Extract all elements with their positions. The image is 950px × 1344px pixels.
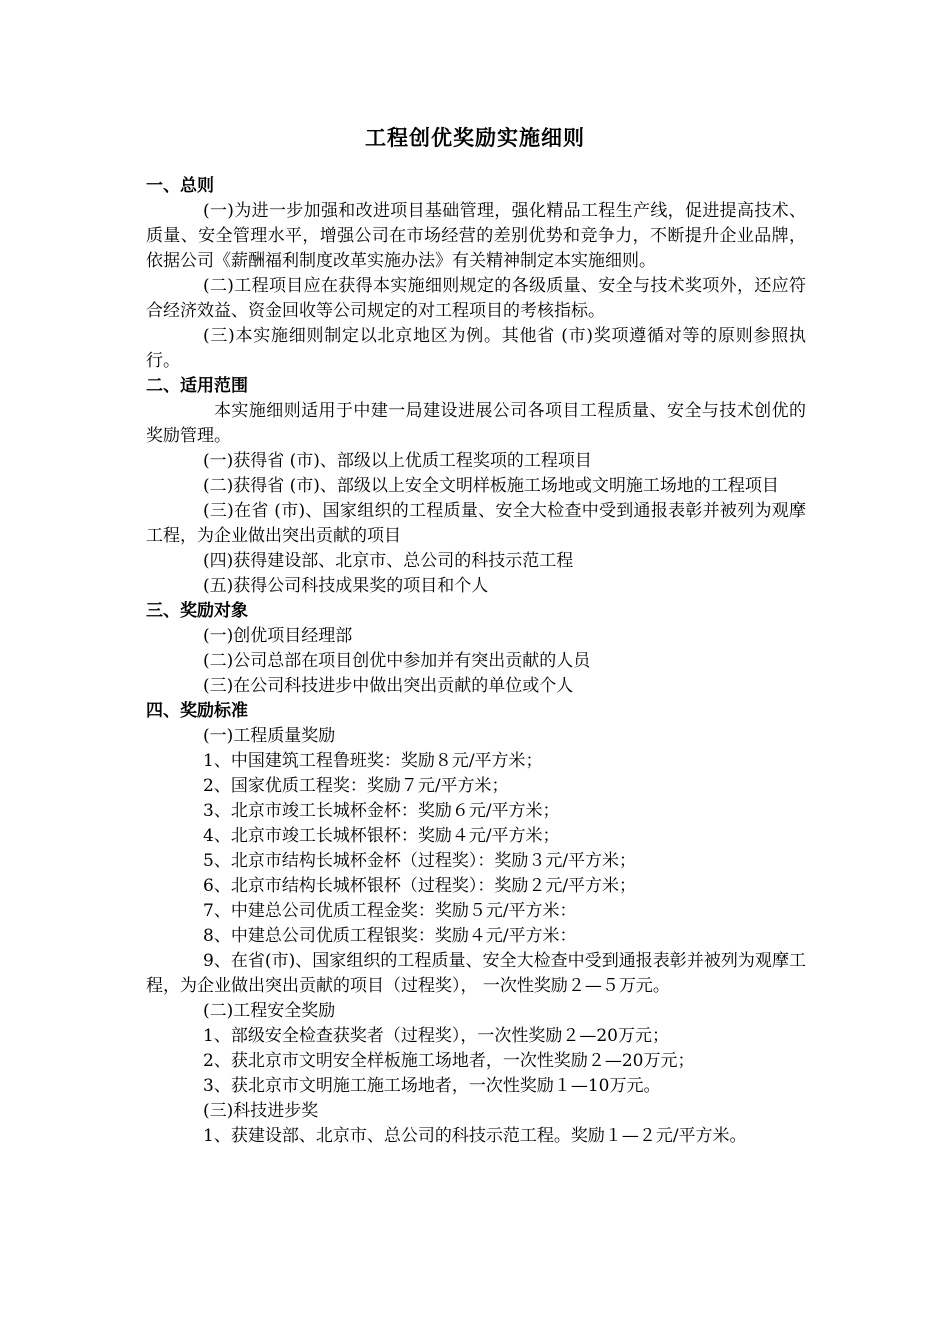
paragraph: (一)为进一步加强和改进项目基础管理，强化精品工程生产线，促进提高技术、质量、安全管理水平，增强公司在市场经营的差别优势和竞争力，不断提升企业品牌，依据公司《薪酬福利制度改革实施办法》有关精神制定本实施细则。	[146, 201, 806, 271]
list-item: 6、北京市结构长城杯银杯（过程奖）：奖励２元/平方米；	[203, 876, 637, 896]
list-item: 2、国家优质工程奖：奖励７元/平方米；	[203, 776, 509, 796]
list-item: 4、北京市竣工长城杯银杯：奖励４元/平方米；	[203, 826, 560, 846]
paragraph: (二)工程项目应在获得本实施细则规定的各级质量、安全与技术奖项外，还应符合经济效益、资金回收等公司规定的对工程项目的考核指标。	[146, 276, 806, 321]
subsection-title-technology: (三)科技进步奖	[203, 1101, 319, 1121]
paragraph: 本实施细则适用于中建一局建设进展公司各项目工程质量、安全与技术创优的奖励管理。	[146, 401, 806, 446]
list-item: 3、获北京市文明施工施工场地者，一次性奖励１—10万元。	[203, 1076, 661, 1096]
document-title: 工程创优奖励实施细则	[365, 126, 585, 150]
list-item: (二)公司总部在项目创优中参加并有突出贡献的人员	[203, 651, 591, 671]
list-item: 9、在省(市)、国家组织的工程质量、安全大检查中受到通报表彰并被列为观摩工程，为企业做出突出贡献的项目（过程奖）， 一次性奖励２—５万元。	[146, 951, 806, 996]
list-item: 7、中建总公司优质工程金奖：奖励５元/平方米：	[203, 901, 577, 921]
list-item: 1、中国建筑工程鲁班奖：奖励８元/平方米；	[203, 751, 543, 771]
list-item: 5、北京市结构长城杯金杯（过程奖）：奖励３元/平方米；	[203, 851, 637, 871]
list-item: 8、中建总公司优质工程银奖：奖励４元/平方米：	[203, 926, 577, 946]
section-heading-general: 一、总则	[146, 176, 214, 196]
list-item: (五)获得公司科技成果奖的项目和个人	[203, 576, 489, 596]
list-item: 1、部级安全检查获奖者（过程奖），一次性奖励２—20万元；	[203, 1026, 669, 1046]
list-item: (一)创优项目经理部	[203, 626, 353, 646]
list-item: 3、北京市竣工长城杯金杯：奖励６元/平方米；	[203, 801, 560, 821]
list-item: (一)获得省 (市)、部级以上优质工程奖项的工程项目	[203, 451, 592, 471]
list-item: (四)获得建设部、北京市、总公司的科技示范工程	[203, 551, 574, 571]
paragraph: (三)本实施细则制定以北京地区为例。其他省 (市)奖项遵循对等的原则参照执行。	[146, 326, 806, 371]
section-heading-scope: 二、适用范围	[146, 376, 248, 396]
list-item: (三)在省 (市)、国家组织的工程质量、安全大检查中受到通报表彰并被列为观摩工程，为企业做出突出贡献的项目	[146, 501, 806, 546]
list-item: 2、获北京市文明安全样板施工场地者，一次性奖励２—20万元；	[203, 1051, 695, 1071]
subsection-title-quality: (一)工程质量奖励	[203, 726, 336, 746]
section-heading-standards: 四、奖励标准	[146, 701, 248, 721]
list-item: (二)获得省 (市)、部级以上安全文明样板施工场地或文明施工场地的工程项目	[203, 476, 779, 496]
list-item: (三)在公司科技进步中做出突出贡献的单位或个人	[203, 676, 574, 696]
subsection-title-safety: (二)工程安全奖励	[203, 1001, 336, 1021]
document-body	[146, 174, 806, 1149]
section-heading-recipients: 三、奖励对象	[146, 601, 248, 621]
list-item: 1、获建设部、北京市、总公司的科技示范工程。奖励１—２元/平方米。	[203, 1126, 747, 1146]
